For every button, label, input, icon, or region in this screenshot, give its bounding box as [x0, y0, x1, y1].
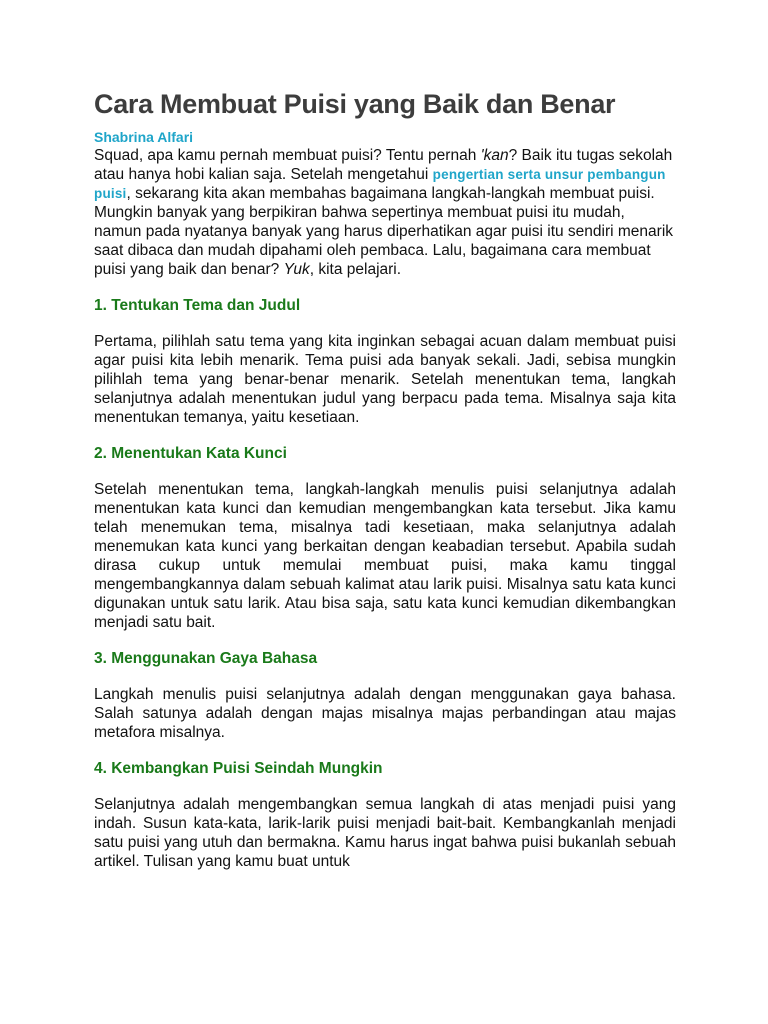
intro-text-1: Squad, apa kamu pernah membuat puisi? Tentu pernah	[94, 147, 481, 164]
author-name[interactable]: Shabrina Alfari	[94, 129, 194, 145]
article-title: Cara Membuat Puisi yang Baik dan Benar	[94, 89, 616, 119]
intro-italic-yuk: Yuk	[283, 261, 310, 278]
intro-text-4: , kita pelajari.	[309, 261, 402, 278]
section-heading: 4. Kembangkan Puisi Seindah Mungkin	[94, 760, 383, 777]
section-body: Langkah menulis puisi selanjutnya adalah dengan menggunakan gaya bahasa. Salah satunya adalah dengan majas misalnya majas perbandingan atau majas metafora misalnya.	[94, 686, 676, 741]
article	[94, 88, 676, 871]
pengertian-puisi-link[interactable]: pengertian serta unsur pembangun puisi	[94, 167, 666, 201]
section-heading: 1. Tentukan Tema dan Judul	[94, 297, 301, 314]
intro-paragraph	[94, 146, 676, 279]
intro-text-3: , sekarang kita akan membahas bagaimana langkah-langkah membuat puisi. Mungkin banyak yang berpikiran bahwa sepertinya membuat puisi itu mudah, namun pada nyatanya banyak yang harus diperhatikan agar puisi itu sendiri menarik saat dibaca dan mudah dipahami oleh pembaca. Lalu, bagaimana cara membuat puisi yang baik dan benar?	[94, 185, 674, 278]
section-body: Pertama, pilihlah satu tema yang kita inginkan sebagai acuan dalam membuat puisi agar puisi kita lebih menarik. Tema puisi ada banyak sekali. Jadi, sebisa mungkin pilihlah tema yang benar-benar menarik. Setelah menentukan tema, langkah selanjutnya adalah menentukan judul yang berpacu pada tema. Misalnya saja kita menentukan temanya, yaitu kesetiaan.	[94, 333, 676, 426]
section-heading: 2. Menentukan Kata Kunci	[94, 445, 287, 462]
intro-text-2: ? Baik itu tugas sekolah atau hanya hobi kalian saja. Setelah mengetahui	[94, 147, 673, 183]
section-heading: 3. Menggunakan Gaya Bahasa	[94, 650, 318, 667]
intro-italic-kan: 'kan	[480, 147, 509, 164]
section-body: Selanjutnya adalah mengembangkan semua langkah di atas menjadi puisi yang indah. Susun kata-kata, larik-larik puisi menjadi bait-bait. Kembangkanlah menjadi satu puisi yang utuh dan bermakna. Kamu harus ingat bahwa puisi bukanlah sebuah artikel. Tulisan yang kamu buat untuk	[94, 796, 676, 870]
section-body: Setelah menentukan tema, langkah-langkah menulis puisi selanjutnya adalah menentukan kata kunci dan kemudian mengembangkan kata tersebut. Jika kamu telah menemukan tema, misalnya tadi kesetiaan, maka selanjutnya adalah menemukan kata kunci yang berkaitan dengan keabadian tersebut. Apabila sudah dirasa cukup untuk memulai membuat puisi, maka kamu tinggal mengembangkannya dalam sebuah kalimat atau larik puisi. Misalnya satu kata kunci digunakan untuk satu larik. Atau bisa saja, satu kata kunci kemudian dikembangkan menjadi satu bait.	[94, 481, 676, 631]
